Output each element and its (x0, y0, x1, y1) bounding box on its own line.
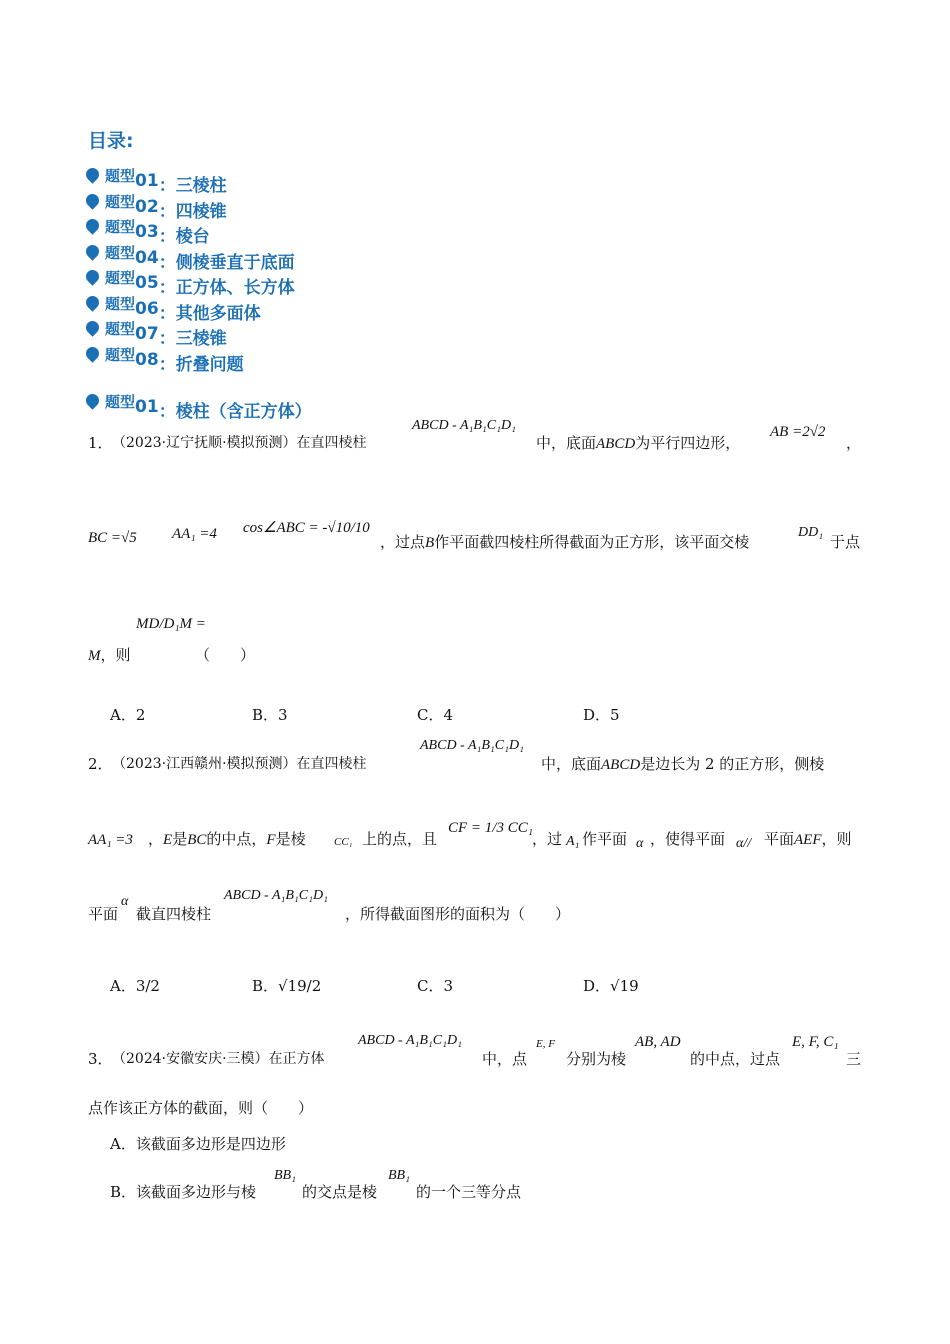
q2-prism-2: ABCD - A₁B₁C₁D₁ (224, 888, 328, 903)
q3-number: 3． (88, 1050, 113, 1068)
q2-number: 2． (88, 755, 113, 773)
q2-aa1: AA₁ =3 (88, 832, 133, 848)
location-pin-icon (83, 344, 101, 362)
toc-item-01[interactable]: 题型01：三棱柱 (86, 164, 227, 188)
q1-text: 中，底面ABCD为平行四边形， (536, 434, 741, 452)
q1-text-2: ，过点B作平面截四棱柱所得截面为正方形，该平面交棱 (380, 533, 750, 551)
q3-bb1: BB₁ (274, 1168, 296, 1183)
q2-option-c[interactable]: C．3 (417, 977, 454, 995)
q2-text: 中，底面ABCD是边长为 2 的正方形，侧棱 (541, 755, 825, 773)
location-pin-icon (83, 293, 101, 311)
toc-item-08[interactable]: 题型08：折叠问题 (86, 343, 244, 367)
location-pin-icon (83, 318, 101, 336)
toc-item-05[interactable]: 题型05：正方体、长方体 (86, 266, 295, 290)
toc-title: 目录: (88, 130, 134, 152)
q1-option-c[interactable]: C．4 (417, 706, 454, 724)
q1-ab: AB =2√2 (770, 424, 826, 440)
toc-item-07[interactable]: 题型07：三棱锥 (86, 317, 227, 341)
q3-source: （2024·安徽安庆·三模）在正方体 (112, 1051, 325, 1067)
toc-item-06[interactable]: 题型06：其他多面体 (86, 292, 261, 316)
q2-a1: A₁ (566, 834, 580, 849)
toc-item-03[interactable]: 题型03：棱台 (86, 215, 210, 239)
q3-prism: ABCD - A₁B₁C₁D₁ (358, 1033, 462, 1048)
q3-option-b[interactable]: B．该截面多边形与棱 (110, 1183, 257, 1201)
q1-text-3: M，则 (88, 646, 131, 664)
q3-ef: E, F (536, 1038, 555, 1050)
q3-efc1: E, F, C₁ (792, 1034, 839, 1050)
q3-abad: AB, AD (635, 1034, 681, 1050)
toc-item-02[interactable]: 题型02：四棱锥 (86, 190, 227, 214)
location-pin-icon (83, 191, 101, 209)
q1-option-a[interactable]: A．2 (110, 706, 146, 724)
section-heading: 题型01：棱柱（含正方体） (86, 390, 312, 414)
q2-cf: CF = 1/3 CC₁ (448, 820, 533, 836)
q1-aa1: AA₁ =4 (172, 526, 217, 542)
q2-text-2: ，E是BC的中点，F是棱 (148, 830, 306, 848)
q2-cc1: CC₁ (334, 836, 353, 848)
location-pin-icon (83, 391, 101, 409)
q1-option-d[interactable]: D．5 (583, 706, 620, 724)
q1-bc: BC =√5 (88, 530, 137, 546)
q1-ratio: MD/D₁M = (136, 616, 206, 632)
q2-source: （2023·江西赣州·模拟预测）在直四棱柱 (112, 756, 367, 772)
q2-text-3: 平面AEF，则 (764, 830, 852, 848)
q3-option-a[interactable]: A．该截面多边形是四边形 (110, 1135, 286, 1153)
q1-dd1: DD₁ (798, 525, 824, 540)
q1-number: 1． (88, 434, 113, 452)
q1-source: （2023·辽宁抚顺·模拟预测）在直四棱柱 (112, 435, 367, 451)
q2-option-b[interactable]: B．√19/2 (252, 977, 322, 995)
q1-prism: ABCD - A₁B₁C₁D₁ (412, 418, 516, 433)
location-pin-icon (83, 267, 101, 285)
q2-alpha: α (636, 836, 644, 851)
q2-prism: ABCD - A₁B₁C₁D₁ (420, 738, 524, 753)
q1-option-b[interactable]: B．3 (252, 706, 288, 724)
q2-option-d[interactable]: D．√19 (583, 977, 639, 995)
toc-item-04[interactable]: 题型04：侧棱垂直于底面 (86, 241, 295, 265)
location-pin-icon (83, 216, 101, 234)
q2-alpha-parallel: α// (736, 836, 752, 851)
location-pin-icon (83, 165, 101, 183)
q2-option-a[interactable]: A．3/2 (110, 977, 160, 995)
location-pin-icon (83, 242, 101, 260)
q1-cos: cos∠ABC = -√10/10 (243, 520, 370, 536)
